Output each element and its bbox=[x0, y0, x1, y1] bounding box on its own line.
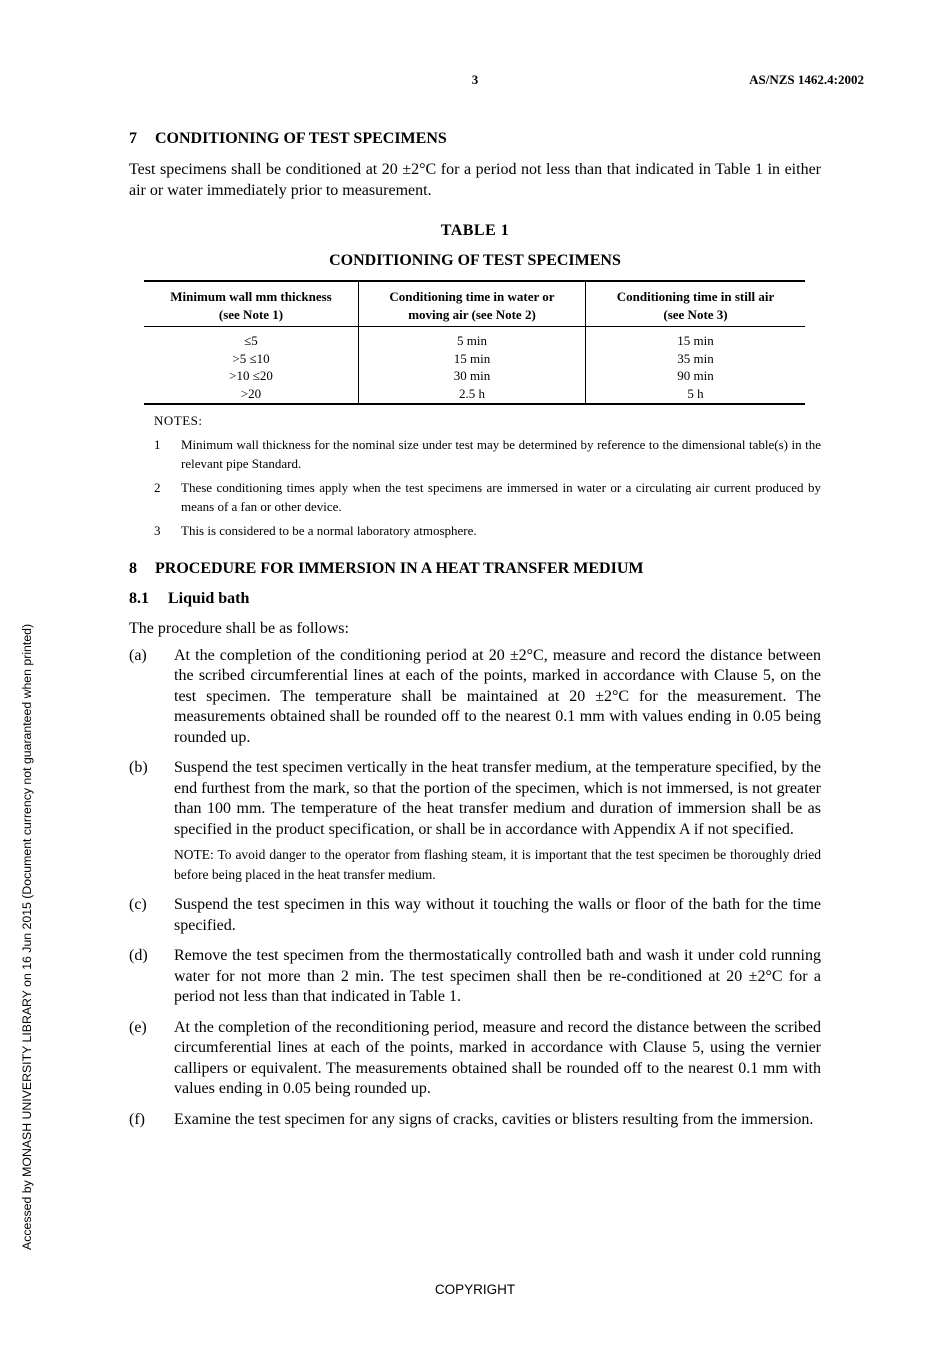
note-item: 1 Minimum wall thickness for the nominal size under test may be determined by reference to the dimensional table(s) in the relevant pipe Standard. bbox=[154, 437, 821, 471]
note-item: 3 This is considered to be a normal laboratory atmosphere. bbox=[154, 523, 477, 538]
note-item: 2 These conditioning times apply when the test specimens are immersed in water or a circulating air current produced by means of a fan or other device. bbox=[154, 480, 821, 514]
subsection-8-1-heading bbox=[129, 588, 821, 610]
section-7-heading bbox=[129, 128, 821, 150]
table-header-row bbox=[144, 281, 805, 327]
access-watermark: Accessed by MONASH UNIVERSITY LIBRARY on 16 Jun 2015 (Document currency not guaranteed when printed) bbox=[20, 623, 34, 1250]
list-item: (f) Examine the test specimen for any signs of cracks, cavities or blisters resulting from the immersion. bbox=[129, 1110, 814, 1128]
table-cell: 15 min 35 min 90 min 5 h bbox=[586, 327, 806, 405]
section-8-heading bbox=[129, 558, 821, 580]
subsection-title: Liquid bath bbox=[168, 590, 250, 607]
table-title: CONDITIONING OF TEST SPECIMENS bbox=[329, 252, 621, 269]
table-notes bbox=[154, 411, 821, 540]
conditioning-table bbox=[144, 280, 805, 405]
table-label: TABLE 1 bbox=[440, 222, 510, 239]
page-number: 3 bbox=[471, 72, 479, 87]
standard-id: AS/NZS 1462.4:2002 bbox=[749, 72, 864, 87]
list-item: (a) At the completion of the conditioning period at 20 ±2°C, measure and record the distance between the scribed circumferential lines at each of the points, marked in accordance with Clause 5, on the test specimen. The temperature shall be maintained at 20 ±2°C for the measurement. The measurements obtained shall be rounded off to the nearest 0.1 mm with values ending in 0.05 being rounded up. bbox=[129, 646, 821, 746]
table-cell: ≤5 >5 ≤10 >10 ≤20 >20 bbox=[229, 333, 273, 401]
page-content bbox=[129, 128, 821, 1140]
table-header-cell: Conditioning time in water or moving air (see Note 2) bbox=[359, 281, 586, 327]
copyright-footer: COPYRIGHT bbox=[434, 1282, 516, 1297]
table-header-cell: Conditioning time in still air (see Note 3) bbox=[586, 281, 806, 327]
section-7-paragraph: Test specimens shall be conditioned at 20 ±2°C for a period not less than that indicated in Table 1 in either air or water immediately prior to measurement. bbox=[129, 161, 821, 199]
procedure-intro: The procedure shall be as follows: bbox=[129, 620, 349, 637]
section-number: 8 bbox=[129, 560, 137, 577]
subsection-number: 8.1 bbox=[129, 590, 149, 607]
item-note: NOTE: To avoid danger to the operator from flashing steam, it is important that the test specimen be thoroughly dried before being placed in the heat transfer medium. bbox=[174, 847, 821, 882]
section-title: PROCEDURE FOR IMMERSION IN A HEAT TRANSFER MEDIUM bbox=[155, 560, 644, 577]
notes-title: NOTES: bbox=[154, 413, 203, 428]
list-item: (b) Suspend the test specimen vertically in the heat transfer medium, at the temperature specified, by the end furthest from the mark, so that the portion of the specimen, which is not immersed, is not greater than 100 mm. The temperature of the heat transfer medium and duration of immersion shall be as specified in the product specification, or shall be in accordance with Appendix A if not specified. NOTE: To avoid danger to the operator from flashing steam, it is important that the test specimen be thoroughly dried before being placed in the heat transfer medium. bbox=[129, 758, 821, 885]
list-item: (d) Remove the test specimen from the thermostatically controlled bath and wash it under cold running water for not more than 2 min. The test specimen shall then be re-conditioned at 20 ±2°C for a period not less than that indicated in Table 1. bbox=[129, 947, 821, 1005]
list-item: (c) Suspend the test specimen in this way without it touching the walls or floor of the bath for the time specified. bbox=[129, 896, 821, 934]
section-number: 7 bbox=[129, 130, 137, 147]
table-body-row bbox=[144, 327, 805, 405]
table-cell: 5 min 15 min 30 min 2.5 h bbox=[359, 327, 586, 405]
table-header-cell: Minimum wall mm thickness (see Note 1) bbox=[144, 281, 359, 327]
list-item: (e) At the completion of the reconditioning period, measure and record the distance between the scribed circumferential lines at each of the points, marked in accordance with Clause 5, using the vernier callipers or equivalent. The measurements obtained shall be rounded off to the nearest 0.1 mm with values ending in 0.05 being rounded up. bbox=[129, 1018, 821, 1097]
procedure-list bbox=[129, 646, 821, 1131]
section-title: CONDITIONING OF TEST SPECIMENS bbox=[155, 130, 447, 147]
